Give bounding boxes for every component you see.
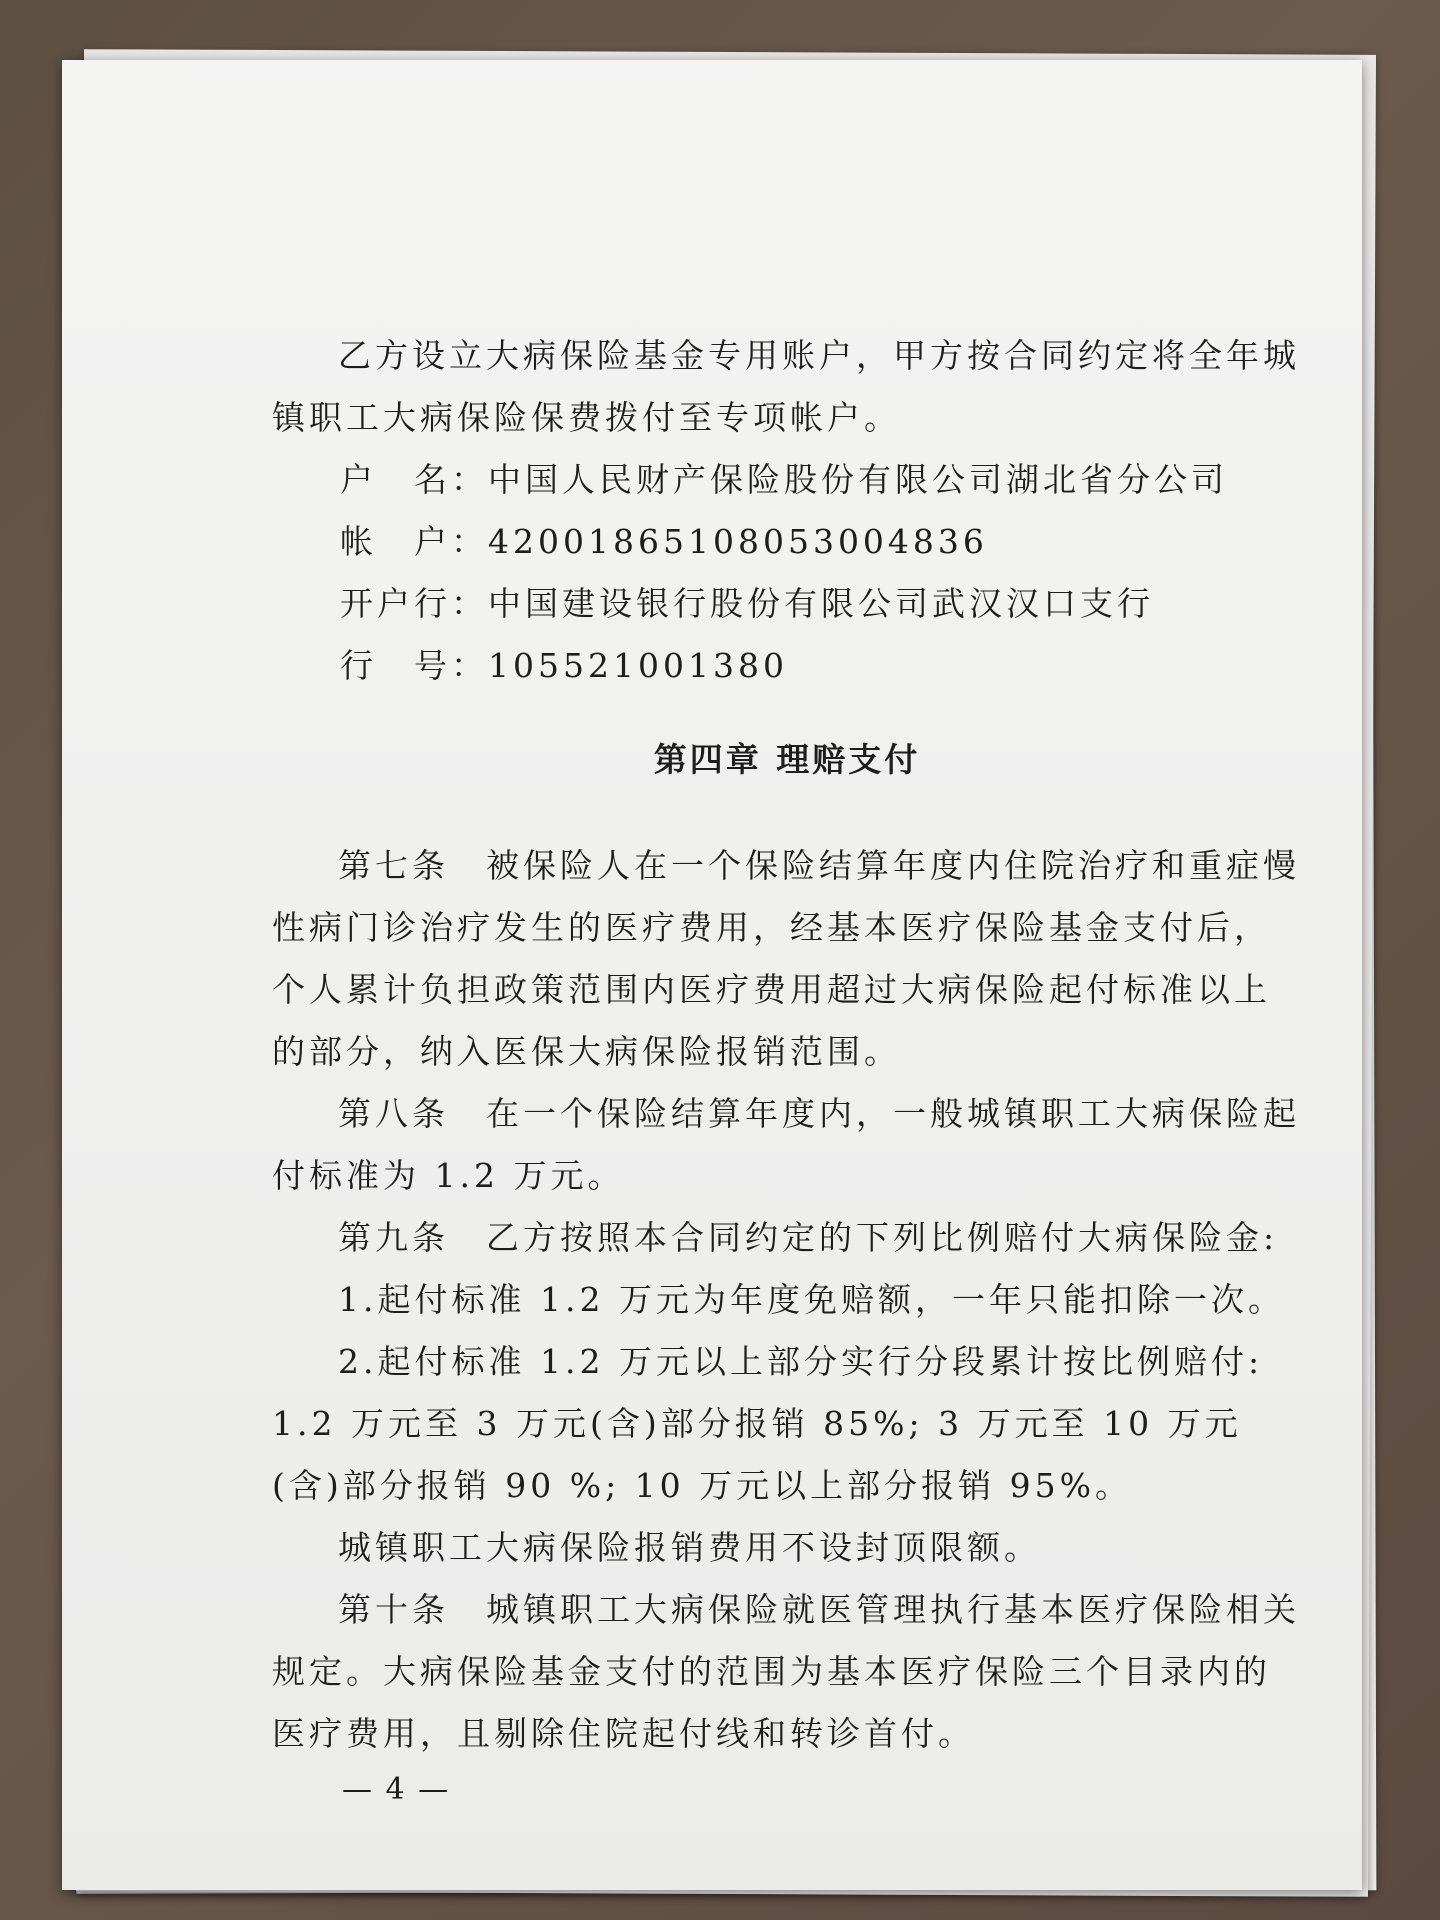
article-nine: 第九条 乙方按照本合同约定的下列比例赔付大病保险金: [338,1218,1279,1257]
bank-label: 开户行： [340,584,488,623]
page-content [272,325,1302,1765]
chapter-title: 第四章 理赔支付 [653,740,921,779]
bank-value: 中国建设银行股份有限公司武汉汉口支行 [488,584,1154,623]
document-page [62,60,1362,1890]
account-number-value: 42001865108053004836 [488,522,988,561]
bank-code-line [272,635,1302,697]
account-name-line [272,449,1302,511]
article-seven: 第七条 被保险人在一个保险结算年度内住院治疗和重症慢性病门诊治疗发生的医疗费用，经基本医疗保险基金支付后，个人累计负担政策范围内医疗费用超过大病保险起付标准以上的部分，纳入医保大病保险报销范围。 [272,846,1300,1071]
bank-code-label: 行 号： [340,646,488,685]
account-name-label: 户 名： [340,460,488,499]
article-ten: 第十条 城镇职工大病保险就医管理执行基本医疗保险相关规定。大病保险基金支付的范围为基本医疗保险三个目录内的医疗费用，且剔除住院起付线和转诊首付。 [272,1590,1300,1753]
article-nine-item-1: 1.起付标准 1.2 万元为年度免赔额，一年只能扣除一次。 [338,1280,1285,1319]
account-number-label: 帐 户： [340,522,488,561]
no-cap-statement: 城镇职工大病保险报销费用不设封顶限额。 [338,1528,1041,1567]
article-eight: 第八条 在一个保险结算年度内，一般城镇职工大病保险起付标准为 1.2 万元。 [272,1094,1300,1195]
bank-line [272,573,1302,635]
intro-paragraph: 乙方设立大病保险基金专用账户，甲方按合同约定将全年城镇职工大病保险保费拨付至专项帐户。 [272,336,1300,437]
account-number-line [272,511,1302,573]
account-name-value: 中国人民财产保险股份有限公司湖北省分公司 [488,460,1228,499]
bank-code-value: 105521001380 [488,646,788,685]
article-nine-item-2: 2.起付标准 1.2 万元以上部分实行分段累计按比例赔付: 1.2 万元至 3 万元(含)部分报销 85%; 3 万元至 10 万元(含)部分报销 90 %; 10 万元以上部分报销 95%。 [272,1342,1278,1505]
page-number: — 4 — [342,1772,451,1807]
